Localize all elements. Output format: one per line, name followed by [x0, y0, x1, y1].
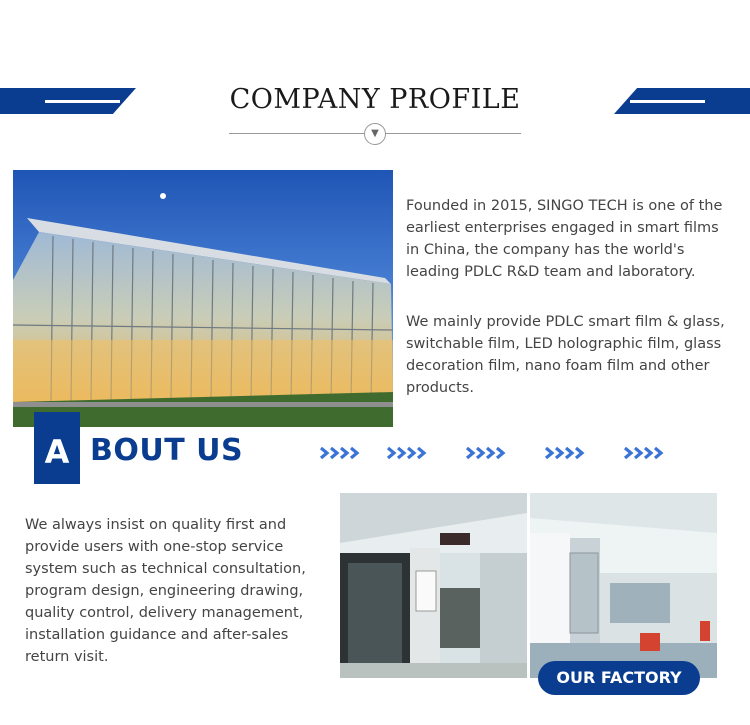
- building-image: [13, 170, 393, 427]
- chevrons-right-icon: [386, 446, 428, 460]
- chevrons-right-icon: [465, 446, 507, 460]
- intro-paragraph-2: We mainly provide PDLC smart film & glass, switchable film, LED holographic film, glass decoration film, nano foam film and other products.: [406, 314, 725, 396]
- about-letter-box: A: [34, 412, 80, 484]
- factory-image-2: [530, 493, 717, 678]
- chevrons-right-icon: [319, 446, 361, 460]
- factory-image-1: [340, 493, 527, 678]
- chevron-down-icon: ▼: [364, 123, 386, 145]
- our-factory-button[interactable]: OUR FACTORY: [538, 661, 700, 695]
- chevrons-right-icon: [544, 446, 586, 460]
- about-heading: BOUT US: [90, 433, 244, 468]
- page-title: COMPANY PROFILE: [229, 84, 521, 115]
- chevrons-right-icon: [623, 446, 665, 460]
- about-paragraph: We always insist on quality first and provide users with one-stop service system such as technical consultation, program design, engineering drawing, quality control, delivery management, installation guidance and after-sales return visit.: [25, 517, 306, 665]
- intro-paragraph-1: Founded in 2015, SINGO TECH is one of the earliest enterprises engaged in smart films in China, the company has the world's leading PDLC R&D team and laboratory.: [406, 198, 723, 280]
